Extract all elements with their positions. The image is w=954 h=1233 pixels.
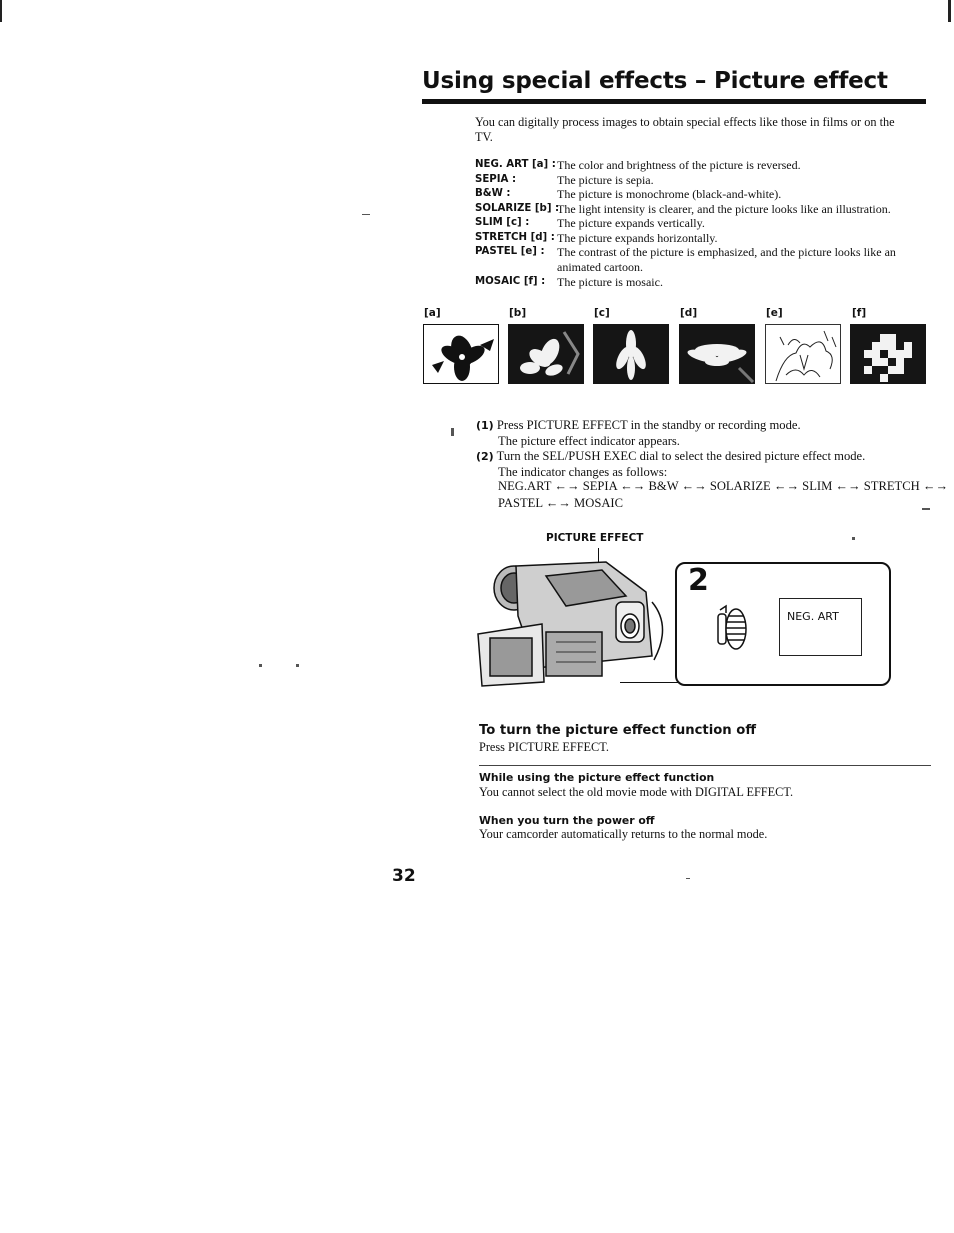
effect-desc: The picture is mosaic. [557,275,663,289]
scan-speck [259,664,262,667]
thumb-label: [c] [594,307,610,319]
effect-term: MOSAIC [f] : [475,276,546,287]
margin-bar [948,0,951,22]
intro-paragraph: You can digitally process images to obtain special effects like those in films or on the TV. [475,115,895,144]
page-title: Using special effects – Picture effect [422,68,888,94]
effect-term: NEG. ART [a] : [475,159,556,170]
scan-speck [451,428,454,436]
effect-cycle-line: NEG.ART ←→ SEPIA ←→ B&W ←→ SOLARIZE ←→ SLIM ←→ STRETCH ←→ [498,479,949,493]
effect-term: SOLARIZE [b] : [475,203,560,214]
scan-speck [852,537,855,540]
neg-art-flower-image [423,324,499,384]
effect-term: B&W : [475,188,511,199]
solarize-flower-image [508,324,584,384]
effect-term: SEPIA : [475,174,517,185]
effect-desc: The contrast of the picture is emphasized, and the picture looks like an animated cartoon. [557,245,896,274]
step-1-sub: The picture effect indicator appears. [498,434,680,448]
effect-term: PASTEL [e] : [475,246,545,257]
thumb-label: [e] [766,307,783,319]
step-2 [476,449,865,464]
scan-speck [362,214,370,215]
margin-bar [0,0,2,22]
effect-desc: The light intensity is clearer, and the picture looks like an illustration. [557,202,891,216]
indicator-box [779,598,862,656]
effect-term: STRETCH [d] : [475,232,555,243]
pastel-flower-image [765,324,841,384]
camcorder-illustration [476,556,676,692]
page-number: 32 [392,866,416,886]
connector-line [620,682,678,683]
slim-flower-image [593,324,669,384]
effect-desc: The color and brightness of the picture is reversed. [557,158,801,172]
note-body: You cannot select the old movie mode with DIGITAL EFFECT. [479,785,794,799]
divider [479,765,931,766]
scan-speck [922,508,930,510]
dial-icon [716,604,750,654]
thumb-label: [a] [424,307,441,319]
step-text: Press PICTURE EFFECT in the standby or recording mode. [496,418,801,432]
step-text: Turn the SEL/PUSH EXEC dial to select the desired picture effect mode. [496,449,866,463]
scan-speck [686,878,690,879]
indicator-text: NEG. ART [787,610,839,623]
note-heading: While using the picture effect function [479,771,715,784]
picture-effect-button-label: PICTURE EFFECT [546,532,644,544]
effect-cycle-line: PASTEL ←→ MOSAIC [498,496,624,510]
effect-term: SLIM [c] : [475,217,530,228]
stretch-flower-image [679,324,755,384]
section-body: Press PICTURE EFFECT. [479,740,609,754]
step-number: (1) [476,419,494,432]
note-body: Your camcorder automatically returns to the normal mode. [479,827,768,841]
step-2-sub: The indicator changes as follows: [498,465,668,479]
step-1 [476,418,801,433]
effect-desc: The picture is monochrome (black-and-white). [557,187,782,201]
note-heading: When you turn the power off [479,814,655,827]
effect-desc: The picture is sepia. [557,173,654,187]
effect-desc: The picture expands horizontally. [557,231,718,245]
title-rule [422,99,926,104]
panel-step-number: 2 [688,563,709,598]
scan-speck [296,664,299,667]
section-heading: To turn the picture effect function off [479,723,757,738]
thumb-label: [b] [509,307,527,319]
mosaic-flower-image [850,324,926,384]
thumb-label: [f] [852,307,867,319]
step-number: (2) [476,450,494,463]
thumb-label: [d] [680,307,698,319]
effect-desc: The picture expands vertically. [557,216,705,230]
